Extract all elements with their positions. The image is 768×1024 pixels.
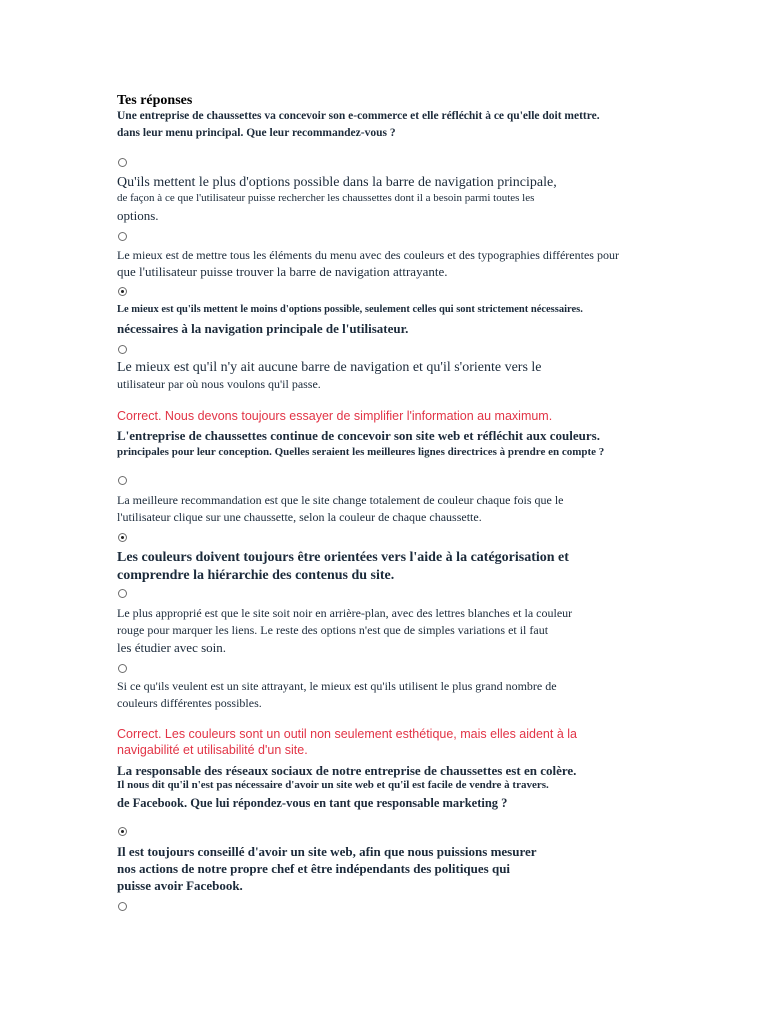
q2-option-3-line-2: rouge pour marquer les liens. Le reste des options n'est que de simples variations et il faut xyxy=(117,623,549,637)
q2-option-4-line-2: couleurs différentes possibles. xyxy=(117,696,262,710)
q1-option-4-line-1: Le mieux est qu'il n'y ait aucune barre de navigation et qu'il s'oriente vers le xyxy=(117,360,542,375)
q1-option-2-line-1: Le mieux est de mettre tous les éléments du menu avec des couleurs et des typographies différentes pour xyxy=(117,248,619,262)
q1-option-3-line-2: nécessaires à la navigation principale de l'utilisateur. xyxy=(117,321,409,336)
q1-option-2-radio[interactable] xyxy=(118,232,127,241)
q1-option-1-line-3: options. xyxy=(117,208,159,223)
q2-option-1-radio[interactable] xyxy=(118,476,127,485)
q1-option-3-line-1: Le mieux est qu'ils mettent le moins d'options possible, seulement celles qui sont strictement nécessaires. xyxy=(117,304,583,315)
q2-option-1-line-2: l'utilisateur clique sur une chaussette, selon la couleur de chaque chaussette. xyxy=(117,510,482,524)
q3-option-1-radio[interactable] xyxy=(118,827,127,836)
q1-option-3-radio[interactable] xyxy=(118,287,127,296)
question-3-line-1: La responsable des réseaux sociaux de notre entreprise de chaussettes est en colère. xyxy=(117,763,577,778)
q2-option-4-line-1: Si ce qu'ils veulent est un site attrayant, le mieux est qu'ils utilisent le plus grand nombre de xyxy=(117,679,557,693)
question-1-line-2: dans leur menu principal. Que leur recommandez-vous ? xyxy=(117,127,396,139)
q3-option-2-radio[interactable] xyxy=(118,902,127,911)
q1-option-1-radio[interactable] xyxy=(118,158,127,167)
q1-feedback: Correct. Nous devons toujours essayer de simplifier l'information au maximum. xyxy=(117,409,553,423)
q2-option-2-line-2: comprendre la hiérarchie des contenus du site. xyxy=(117,568,395,583)
question-1-line-1: Une entreprise de chaussettes va concevoir son e-commerce et elle réfléchit à ce qu'elle doit mettre. xyxy=(117,110,600,122)
q2-option-4-radio[interactable] xyxy=(118,664,127,673)
q2-feedback-line-2: navigabilité et utilisabilité d'un site. xyxy=(117,743,308,757)
q2-option-2-line-1: Les couleurs doivent toujours être orientées vers l'aide à la catégorisation et xyxy=(117,550,569,565)
question-2-line-1: L'entreprise de chaussettes continue de concevoir son site web et réfléchit aux couleurs. xyxy=(117,428,600,443)
q3-option-1-line-2: nos actions de notre propre chef et être indépendants des politiques qui xyxy=(117,861,511,876)
q2-option-3-line-1: Le plus approprié est que le site soit noir en arrière-plan, avec des lettres blanches et la couleur xyxy=(117,606,573,620)
q2-option-3-radio[interactable] xyxy=(118,589,127,598)
question-3-line-2: Il nous dit qu'il n'est pas nécessaire d'avoir un site web et qu'il est facile de vendre à travers. xyxy=(117,779,549,791)
q2-option-2-radio[interactable] xyxy=(118,533,127,542)
q2-feedback-line-1: Correct. Les couleurs sont un outil non seulement esthétique, mais elles aident à la xyxy=(117,727,577,741)
q1-option-4-line-2: utilisateur par où nous voulons qu'il passe. xyxy=(117,377,321,391)
q1-option-1-line-1: Qu'ils mettent le plus d'options possible dans la barre de navigation principale, xyxy=(117,175,557,190)
q3-option-1-line-3: puisse avoir Facebook. xyxy=(117,878,243,893)
question-2-line-2: principales pour leur conception. Quelles seraient les meilleures lignes directrices à prendre en compte ? xyxy=(117,446,605,458)
q1-option-2-line-2: que l'utilisateur puisse trouver la barre de navigation attrayante. xyxy=(117,264,448,279)
question-3-line-3: de Facebook. Que lui répondez-vous en tant que responsable marketing ? xyxy=(117,796,508,810)
q2-option-1-line-1: La meilleure recommandation est que le site change totalement de couleur chaque fois que le xyxy=(117,493,564,507)
page-heading: Tes réponses xyxy=(117,93,193,108)
q1-option-1-line-2: de façon à ce que l'utilisateur puisse rechercher les chaussettes dont il a besoin parmi toutes les xyxy=(117,192,535,204)
q1-option-4-radio[interactable] xyxy=(118,345,127,354)
q3-option-1-line-1: Il est toujours conseillé d'avoir un site web, afin que nous puissions mesurer xyxy=(117,844,537,859)
q2-option-3-line-3: les étudier avec soin. xyxy=(117,640,227,655)
